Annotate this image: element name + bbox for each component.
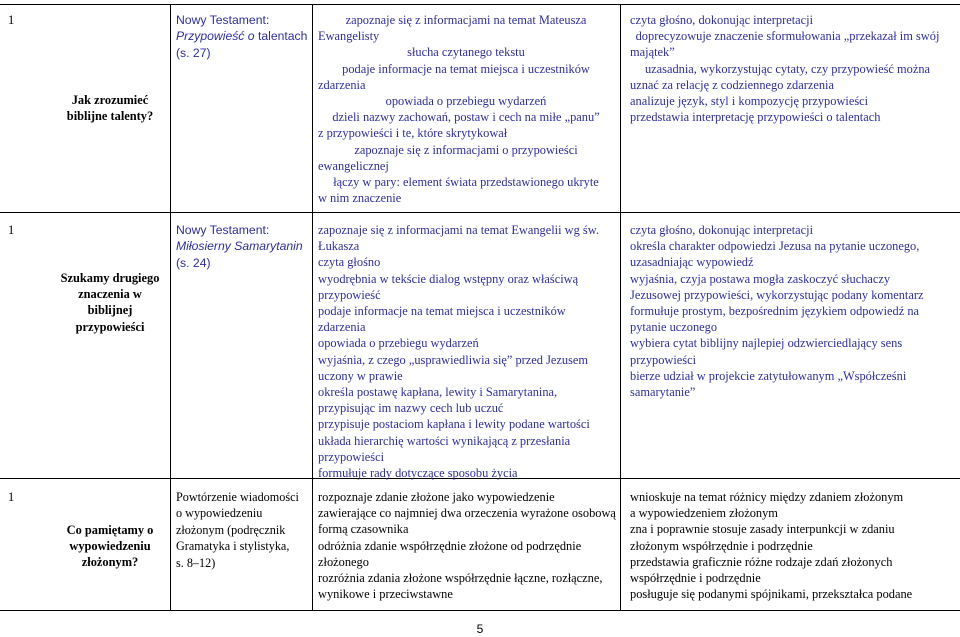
requirements-extended: [630, 489, 945, 602]
requirement-item: posługuje się podanymi spójnikami, przekształca podane: [630, 587, 913, 602]
requirement-item: określa postawę kapłana, lewity i Samarytanina,: [318, 385, 558, 400]
requirement-item: analizuje język, styl i kompozycję przypowieści: [630, 94, 869, 109]
requirement-item: uczony w prawie: [318, 368, 403, 383]
requirement-item: czyta głośno, dokonując interpretacji: [630, 13, 814, 27]
lesson-source: [176, 12, 316, 61]
requirement-item: zna i poprawnie stosuje zasady interpunkcji w zdaniu: [630, 522, 895, 537]
requirement-item: opowiada o przebiegu wydarzeń: [385, 94, 547, 109]
hours-count: 1: [8, 223, 15, 237]
source-line: Nowy Testament:: [176, 223, 270, 237]
requirement-item: podaje informacje na temat miejsca i uczestników: [318, 304, 566, 319]
requirement-item: wynikowe i przeciwstawne: [318, 587, 453, 602]
requirement-item: zawierające co najmniej dwa orzeczenia wyrażone osobową: [318, 506, 616, 521]
requirement-item: zapoznaje się z informacjami o przypowieści: [354, 142, 578, 157]
lesson-source: [176, 489, 316, 571]
requirement-item: przypisując im nazwy cech lub uczuć: [318, 401, 504, 416]
lesson-source: [176, 222, 316, 271]
source-title-rest: talentach: [254, 29, 308, 44]
requirement-item: ewangelicznej: [318, 158, 389, 173]
requirement-item: z przypowieści i te, które skrytykował: [318, 126, 508, 141]
requirement-item: rozróżnia zdania złożone współrzędnie łączne, rozłączne,: [318, 571, 603, 586]
requirement-item: słucha czytanego tekstu: [407, 45, 525, 60]
hours-count: 1: [8, 13, 15, 27]
table-bottom-rule: [0, 610, 960, 611]
requirements-extended: [630, 12, 945, 125]
page-number: 5: [476, 622, 484, 636]
source-pages: s. 8–12): [176, 555, 216, 570]
lesson-topic-text: Jak zrozumieć biblijne talenty?: [66, 93, 154, 124]
requirement-item: czyta głośno: [318, 255, 381, 270]
source-pages: (s. 27): [176, 45, 211, 60]
source-title: Miłosierny Samarytanin: [176, 239, 303, 254]
requirement-item: formułuje rady dotyczące sposobu życia: [318, 466, 518, 481]
table-top-rule: [0, 4, 960, 5]
requirement-item: Ewangelisty: [318, 29, 380, 44]
requirement-item: przypowieść: [318, 287, 381, 302]
requirement-item: wyjaśnia, czyja postawa mogła zaskoczyć słuchaczy: [630, 271, 891, 286]
requirement-item: majątek”: [630, 45, 675, 60]
table-row: [0, 222, 960, 481]
requirement-item: Jezusowej przypowieści, wykorzystując podany komentarz: [630, 287, 924, 302]
requirement-item: pytanie uczonego: [630, 320, 718, 335]
requirement-item: uzasadniając wypowiedź: [630, 255, 754, 270]
requirement-item: doprecyzowuje znaczenie sformułowania „przekazał im swój: [635, 29, 940, 44]
requirement-item: układa hierarchię wartości wynikającą z przesłania: [318, 433, 571, 448]
source-title: Przypowieść o: [176, 29, 255, 44]
requirement-item: złożonego: [318, 554, 369, 569]
requirement-item: uznać za relację z codziennego zdarzenia: [630, 77, 834, 92]
requirement-item: przedstawia graficznie różne rodzaje zdań złożonych: [630, 554, 893, 569]
source-line: złożonym (podręcznik: [176, 522, 286, 537]
source-line: Powtórzenie wiadomości: [176, 490, 299, 504]
requirement-item: przedstawia interpretację przypowieści o talentach: [630, 110, 881, 125]
table-row: [0, 12, 960, 212]
requirement-item: zdarzenia: [318, 77, 366, 92]
requirement-item: bierze udział w projekcie zatytułowanym „Współcześni: [630, 368, 907, 383]
requirement-item: uzasadnia, wykorzystując cytaty, czy przypowieść można: [644, 61, 931, 76]
source-line: o wypowiedzeniu: [176, 506, 263, 521]
requirement-item: określa charakter odpowiedzi Jezusa na pytanie uczonego,: [630, 239, 920, 254]
requirement-item: łączy w pary: element świata przedstawionego ukryte: [333, 175, 599, 190]
requirements-basic: [318, 12, 614, 206]
table-row: [0, 489, 960, 610]
lesson-topic: [50, 222, 170, 478]
requirement-item: Łukasza: [318, 239, 360, 254]
requirement-item: zapoznaje się z informacjami na temat Mateusza: [345, 13, 587, 27]
source-line: [176, 28, 316, 44]
lesson-topic-text: Szukamy drugiego znaczenia w biblijnej przypowieści: [60, 271, 160, 334]
requirement-item: formą czasownika: [318, 522, 409, 537]
requirement-item: wybiera cytat biblijny najlepiej odzwierciedlający sens: [630, 336, 903, 351]
requirement-item: a wypowiedzeniem złożonym: [630, 506, 778, 521]
requirement-item: wyodrębnia w tekście dialog wstępny oraz właściwą: [318, 271, 579, 286]
source-line: [176, 238, 316, 254]
requirement-item: współrzędnie i podrzędnie: [630, 571, 761, 586]
requirement-item: przypisuje postaciom kapłana i lewity podane wartości: [318, 417, 590, 432]
requirement-item: opowiada o przebiegu wydarzeń: [318, 336, 479, 351]
requirement-item: dzieli nazwy zachowań, postaw i cech na miłe „panu”: [332, 110, 600, 125]
requirement-item: zdarzenia: [318, 320, 366, 335]
lesson-topic: [50, 12, 170, 212]
requirement-item: w nim znaczenie: [318, 191, 402, 206]
hours-count: 1: [8, 490, 15, 504]
lesson-topic: [50, 489, 170, 610]
requirement-item: formułuje prostym, bezpośrednim językiem odpowiedź na: [630, 304, 920, 319]
row-divider: [0, 212, 960, 213]
requirements-basic: [318, 222, 614, 481]
requirement-item: podaje informacje na temat miejsca i uczestników: [342, 61, 590, 76]
requirement-item: złożonym współrzędnie i podrzędnie: [630, 538, 813, 553]
source-line: Nowy Testament:: [176, 13, 270, 27]
lesson-topic-text: Co pamiętamy o wypowiedzeniu złożonym?: [66, 523, 154, 570]
requirement-item: wnioskuje na temat różnicy między zdaniem złożonym: [630, 490, 904, 504]
requirement-item: przypowieści: [318, 449, 385, 464]
source-pages: (s. 24): [176, 255, 211, 270]
requirement-item: rozpoznaje zdanie złożone jako wypowiedzenie: [318, 490, 555, 504]
requirements-extended: [630, 222, 945, 400]
requirement-item: czyta głośno, dokonując interpretacji: [630, 223, 814, 237]
requirement-item: samarytanie”: [630, 385, 696, 400]
requirement-item: wyjaśnia, z czego „usprawiedliwia się” przed Jezusem: [318, 352, 589, 367]
requirements-basic: [318, 489, 614, 602]
requirement-item: zapoznaje się z informacjami na temat Ewangelii wg św.: [318, 223, 599, 237]
requirement-item: odróżnia zdanie współrzędnie złożone od podrzędnie: [318, 538, 582, 553]
source-line: Gramatyka i stylistyka,: [176, 539, 290, 554]
requirement-item: przypowieści: [630, 352, 697, 367]
